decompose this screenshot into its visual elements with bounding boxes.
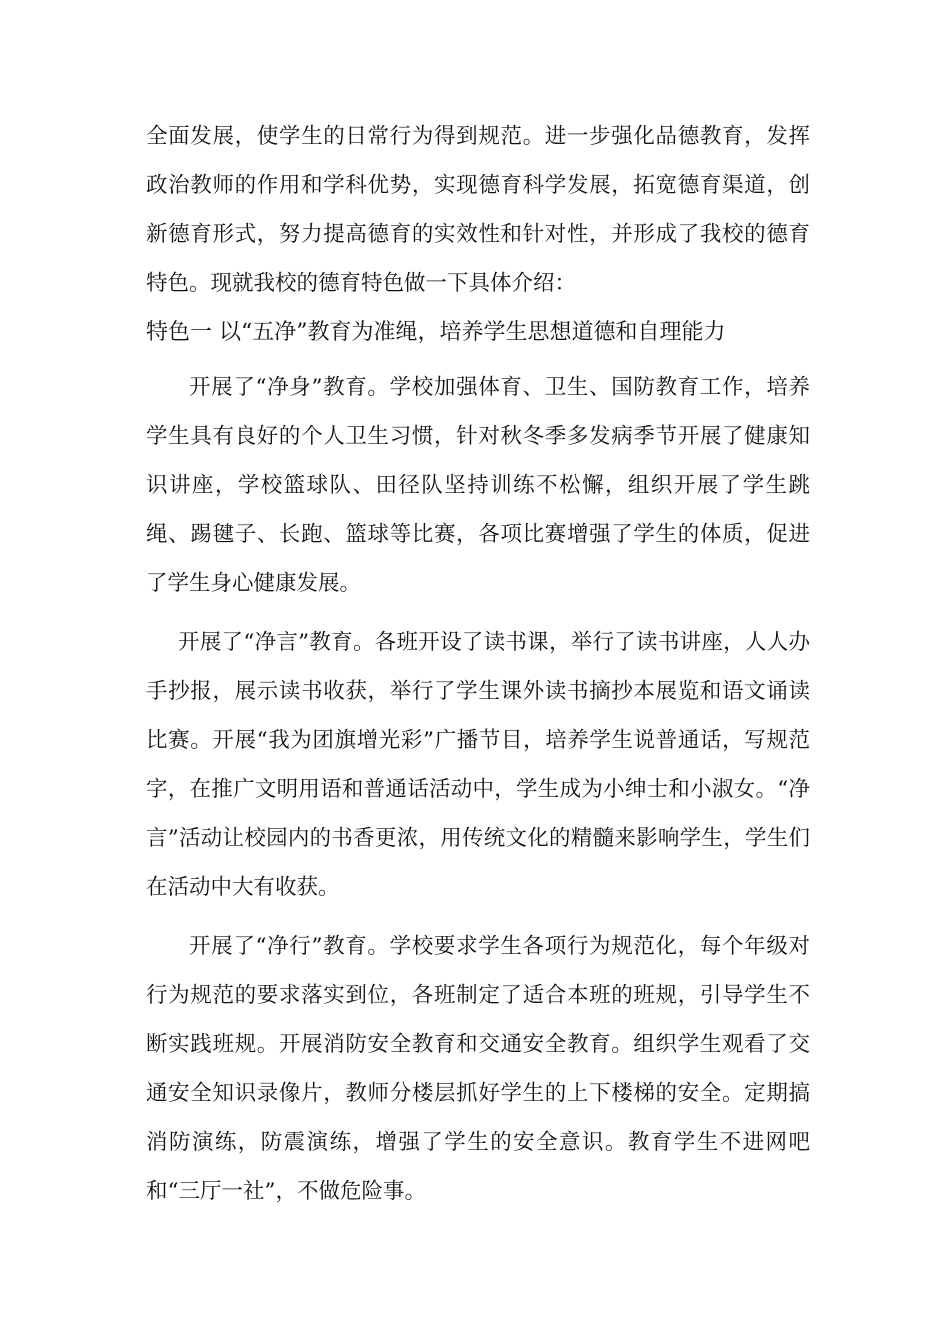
section-heading: 特色一 以“五净”教育为准绳，培养学生思想道德和自理能力 [146, 320, 726, 345]
paragraph-jingxing: 开展了“净行”教育。学校要求学生各项行为规范化，每个年级对行为规范的要求落实到位，各班制定了适合本班的班规，引导学生不断实践班规。开展消防安全教育和交通安全教育。组织学生观看了交通安全知识录像片，教师分楼层抓好学生的上下楼梯的安全。定期搞消防演练，防震演练，增强了学生的安全意识。教育学生不进网吧和“三厅一社”，不做危险事。 [146, 934, 810, 1204]
paragraph-jingshen: 开展了“净身”教育。学校加强体育、卫生、国防教育工作，培养学生具有良好的个人卫生习惯，针对秋冬季多发病季节开展了健康知识讲座，学校篮球队、田径队坚持训练不松懈，组织开展了学生跳绳、踢毽子、长跑、篮球等比赛，各项比赛增强了学生的体质，促进了学生身心健康发展。 [146, 375, 810, 596]
document-body [146, 112, 810, 1216]
paragraph-jingyan: 开展了“净言”教育。各班开设了读书课，举行了读书讲座，人人办手抄报，展示读书收获，举行了学生课外读书摘抄本展览和语文诵读比赛。开展“我为团旗增光彩”广播节目，培养学生说普通话，写规范字，在推广文明用语和普通话活动中，学生成为小绅士和小淑女。“净言”活动让校园内的书香更浓，用传统文化的精髓来影响学生，学生们在活动中大有收获。 [146, 630, 810, 900]
intro-paragraph: 全面发展，使学生的日常行为得到规范。进一步强化品德教育，发挥政治教师的作用和学科优势，实现德育科学发展，拓宽德育渠道，创新德育形式，努力提高德育的实效性和针对性，并形成了我校的德育特色。现就我校的德育特色做一下具体介绍： [146, 124, 810, 296]
